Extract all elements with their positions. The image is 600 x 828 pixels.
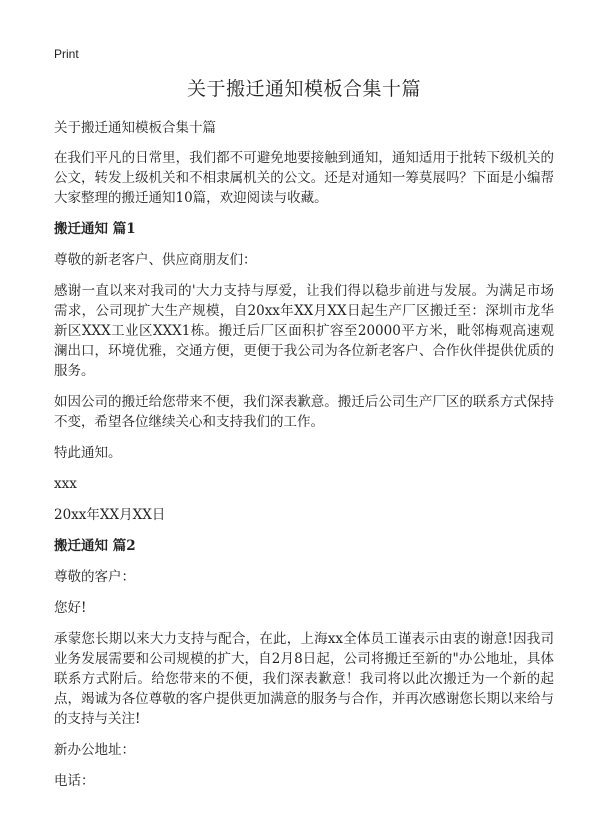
salutation-1: 尊敬的新老客户、供应商朋友们： (54, 252, 257, 268)
section-heading-2: 搬迁通知 篇2 (54, 538, 136, 554)
document-subtitle: 关于搬迁通知模板合集十篇 (54, 120, 216, 136)
page-title: 关于搬迁通知模板合集十篇 (186, 78, 421, 100)
signature-1: xxx (54, 476, 77, 492)
address-label: 新办公地址： (54, 742, 135, 758)
intro-paragraph: 在我们平凡的日常里，我们都不可避免地要接触到通知，通知适用于批转下级机关的公文，转发上级机关和不相隶属机关的公文。还是对通知一筹莫展吗？下面是小编帮大家整理的搬迁通知10篇，欢迎阅读与收藏。 (54, 150, 554, 206)
greeting-2: 您好! (54, 600, 87, 616)
phone-label: 电话： (54, 773, 95, 789)
print-link[interactable]: Print (54, 47, 79, 61)
closing-1: 特此通知。 (54, 445, 122, 461)
date-1: 20xx年XX月XX日 (54, 507, 166, 523)
salutation-2: 尊敬的客户： (54, 569, 135, 585)
document-body (54, 74, 554, 802)
body-paragraph-1-1: 感谢一直以来对我司的'大力支持与厚爱，让我们得以稳步前进与发展。为满足市场需求，公司现扩大生产规模，自20xx年XX月XX日起生产厂区搬迁至：深圳市龙华新区XXX工业区XXX1栋。搬迁后厂区面积扩容至20000平方米，毗邻梅观高速观澜出口，环境优雅，交通方便，更便于我公司为各位新老客户、合作伙伴提供优质的服务。 (54, 283, 554, 379)
body-paragraph-2-1: 承蒙您长期以来大力支持与配合，在此，上海xx全体员工谨表示由衷的谢意!因我司业务发展需要和公司规模的扩大，自2月8日起，公司将搬迁至新的"办公地址，具体联系方式附后。给您带来的不便，我们深表歉意！我司将以此次搬迁为一个新的起点，竭诚为各位尊敬的客户提供更加满意的服务与合作，并再次感谢您长期以来给与的支持与关注! (54, 631, 554, 727)
section-heading-1: 搬迁通知 篇1 (54, 221, 136, 237)
body-paragraph-1-2: 如因公司的搬迁给您带来不便，我们深表歉意。搬迁后公司生产厂区的联系方式保持不变，希望各位继续关心和支持我们的工作。 (54, 394, 554, 430)
